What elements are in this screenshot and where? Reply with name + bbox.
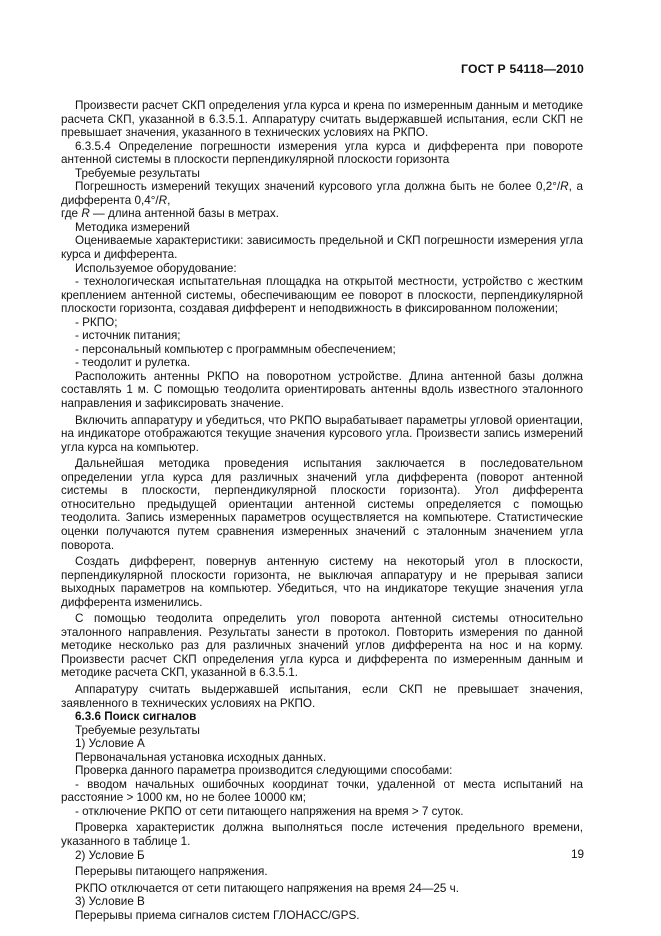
paragraph: Первоначальная установка исходных данных. — [75, 750, 327, 764]
list-item: - теодолит и рулетка. — [75, 356, 191, 370]
variable-r: R — [560, 180, 569, 194]
variable-r: R — [81, 207, 90, 221]
variable-r: R — [158, 193, 168, 207]
paragraph: Создать дифферент, повернув антенную систему на некоторый угол в плоскости, перпендикулярной плоскости горизонта, не выключая аппаратуру и не прерывая записи выходных параметров на компьютер. Убедиться, что на индикаторе текущие значения угла дифферента изменились. — [61, 555, 583, 609]
list-item: - источник питания; — [75, 329, 181, 343]
text-fragment: где — [61, 207, 82, 221]
list-item: - технологическая испытательная площадка на открытой местности, устройство с жестким креплением антенной системы, обеспечивающим ее поворот в плоскости, перпендикулярной плоскости горизонта, создавая дифферент и неподвижность в фиксированном положении; — [61, 275, 583, 316]
section-heading-6-3-6: 6.3.6 Поиск сигналов — [75, 710, 197, 724]
condition-label: 2) Условие Б — [75, 848, 145, 862]
list-item: - отключение РКПО от сети питающего напряжения на время > 7 суток. — [75, 804, 464, 818]
standard-number-header: ГОСТ Р 54118—2010 — [461, 62, 584, 76]
paragraph-definition-r — [61, 207, 583, 221]
paragraph: РКПО отключается от сети питающего напряжения на время 24—25 ч. — [75, 881, 460, 895]
paragraph: Дальнейшая методика проведения испытания заключается в последовательном определении угла курса для различных значений угла дифферента (поворот антенной системы в плоскости, перпендикулярной плоскости горизонта). Угол дифферента относительно предыдущей ориентации антенной системы определяется с помощью теодолита. Запись измеренных параметров осуществляется на компьютере. Статистические оценки получаются путем сравнения измеренных значений с эталонным значением угла поворота. — [61, 457, 583, 552]
subheading-required-results: Требуемые результаты — [75, 723, 200, 737]
text-fragment: — длина антенной базы в метрах. — [89, 207, 280, 221]
paragraph: Используемое оборудование: — [75, 261, 237, 275]
page-number: 19 — [570, 848, 584, 861]
paragraph: Аппаратуру считать выдержавшей испытания, если СКП не превышает значения, заявленного в технических условиях на РКПО. — [61, 682, 583, 710]
text-fragment: , а дифферента 0,4°/ — [61, 180, 583, 207]
list-item: - персональный компьютер с программным обеспечением; — [75, 342, 396, 356]
paragraph: Произвести расчет СКП определения угла курса и крена по измеренным данным и методике расчета СКП, указанной в 6.3.5.1. Аппаратуру считать выдержавшей испытания, если СКП не превышает значения, указанного в технических условиях на РКПО. — [61, 99, 583, 140]
paragraph: Оцениваемые характеристики: зависимость предельной и СКП погрешности измерения угла курса и дифферента. — [61, 234, 583, 262]
section-heading-6-3-5-4: 6.3.5.4 Определение погрешности измерения угла курса и дифферента при повороте антенной системы в плоскости перпендикулярной плоскости горизонта — [61, 139, 583, 167]
page-content — [61, 99, 583, 922]
list-item: - вводом начальных ошибочных координат точки, удаленной от места испытаний на расстояние > 1000 км, но не более 10000 км; — [61, 777, 583, 805]
paragraph-accuracy-requirement — [61, 180, 583, 207]
paragraph: Перерывы приема сигналов систем ГЛОНАСС/GPS. — [75, 908, 360, 922]
condition-label: 1) Условие А — [75, 737, 145, 751]
paragraph: Проверка данного параметра производится следующими способами: — [75, 764, 453, 778]
paragraph: С помощью теодолита определить угол поворота антенной системы относительно эталонного направления. Результаты занести в протокол. Повторить измерения по данной методике несколько раз для различных значений углов дифферента на нос и на корму. Произвести расчет СКП определения угла курса и дифферента по измеренным данным и методике расчета СКП, указанной в 6.3.5.1. — [61, 612, 583, 680]
paragraph: Расположить антенны РКПО на поворотном устройстве. Длина антенной базы должна составлять 1 м. С помощью теодолита ориентировать антенны вдоль известного эталонного направления и зафиксировать значение. — [61, 369, 583, 411]
condition-label: 3) Условие В — [75, 895, 145, 909]
subheading-required-results: Требуемые результаты — [75, 166, 200, 180]
paragraph: Включить аппаратуру и убедиться, что РКПО вырабатывает параметры угловой ориентации, на индикаторе отображаются текущие значения курсового угла. Произвести запись измерений угла курса на компьютер. — [61, 413, 583, 454]
subheading-method: Методика измерений — [75, 220, 190, 234]
paragraph: Перерывы питающего напряжения. — [75, 865, 268, 879]
text-fragment: , — [167, 193, 171, 207]
paragraph: Проверка характеристик должна выполняться после истечения предельного времени, указанного в таблице 1. — [61, 821, 583, 848]
text-fragment: Погрешность измерений текущих значений курсового угла должна быть не более 0,2°/ — [75, 180, 561, 194]
list-item: - РКПО; — [75, 315, 118, 329]
